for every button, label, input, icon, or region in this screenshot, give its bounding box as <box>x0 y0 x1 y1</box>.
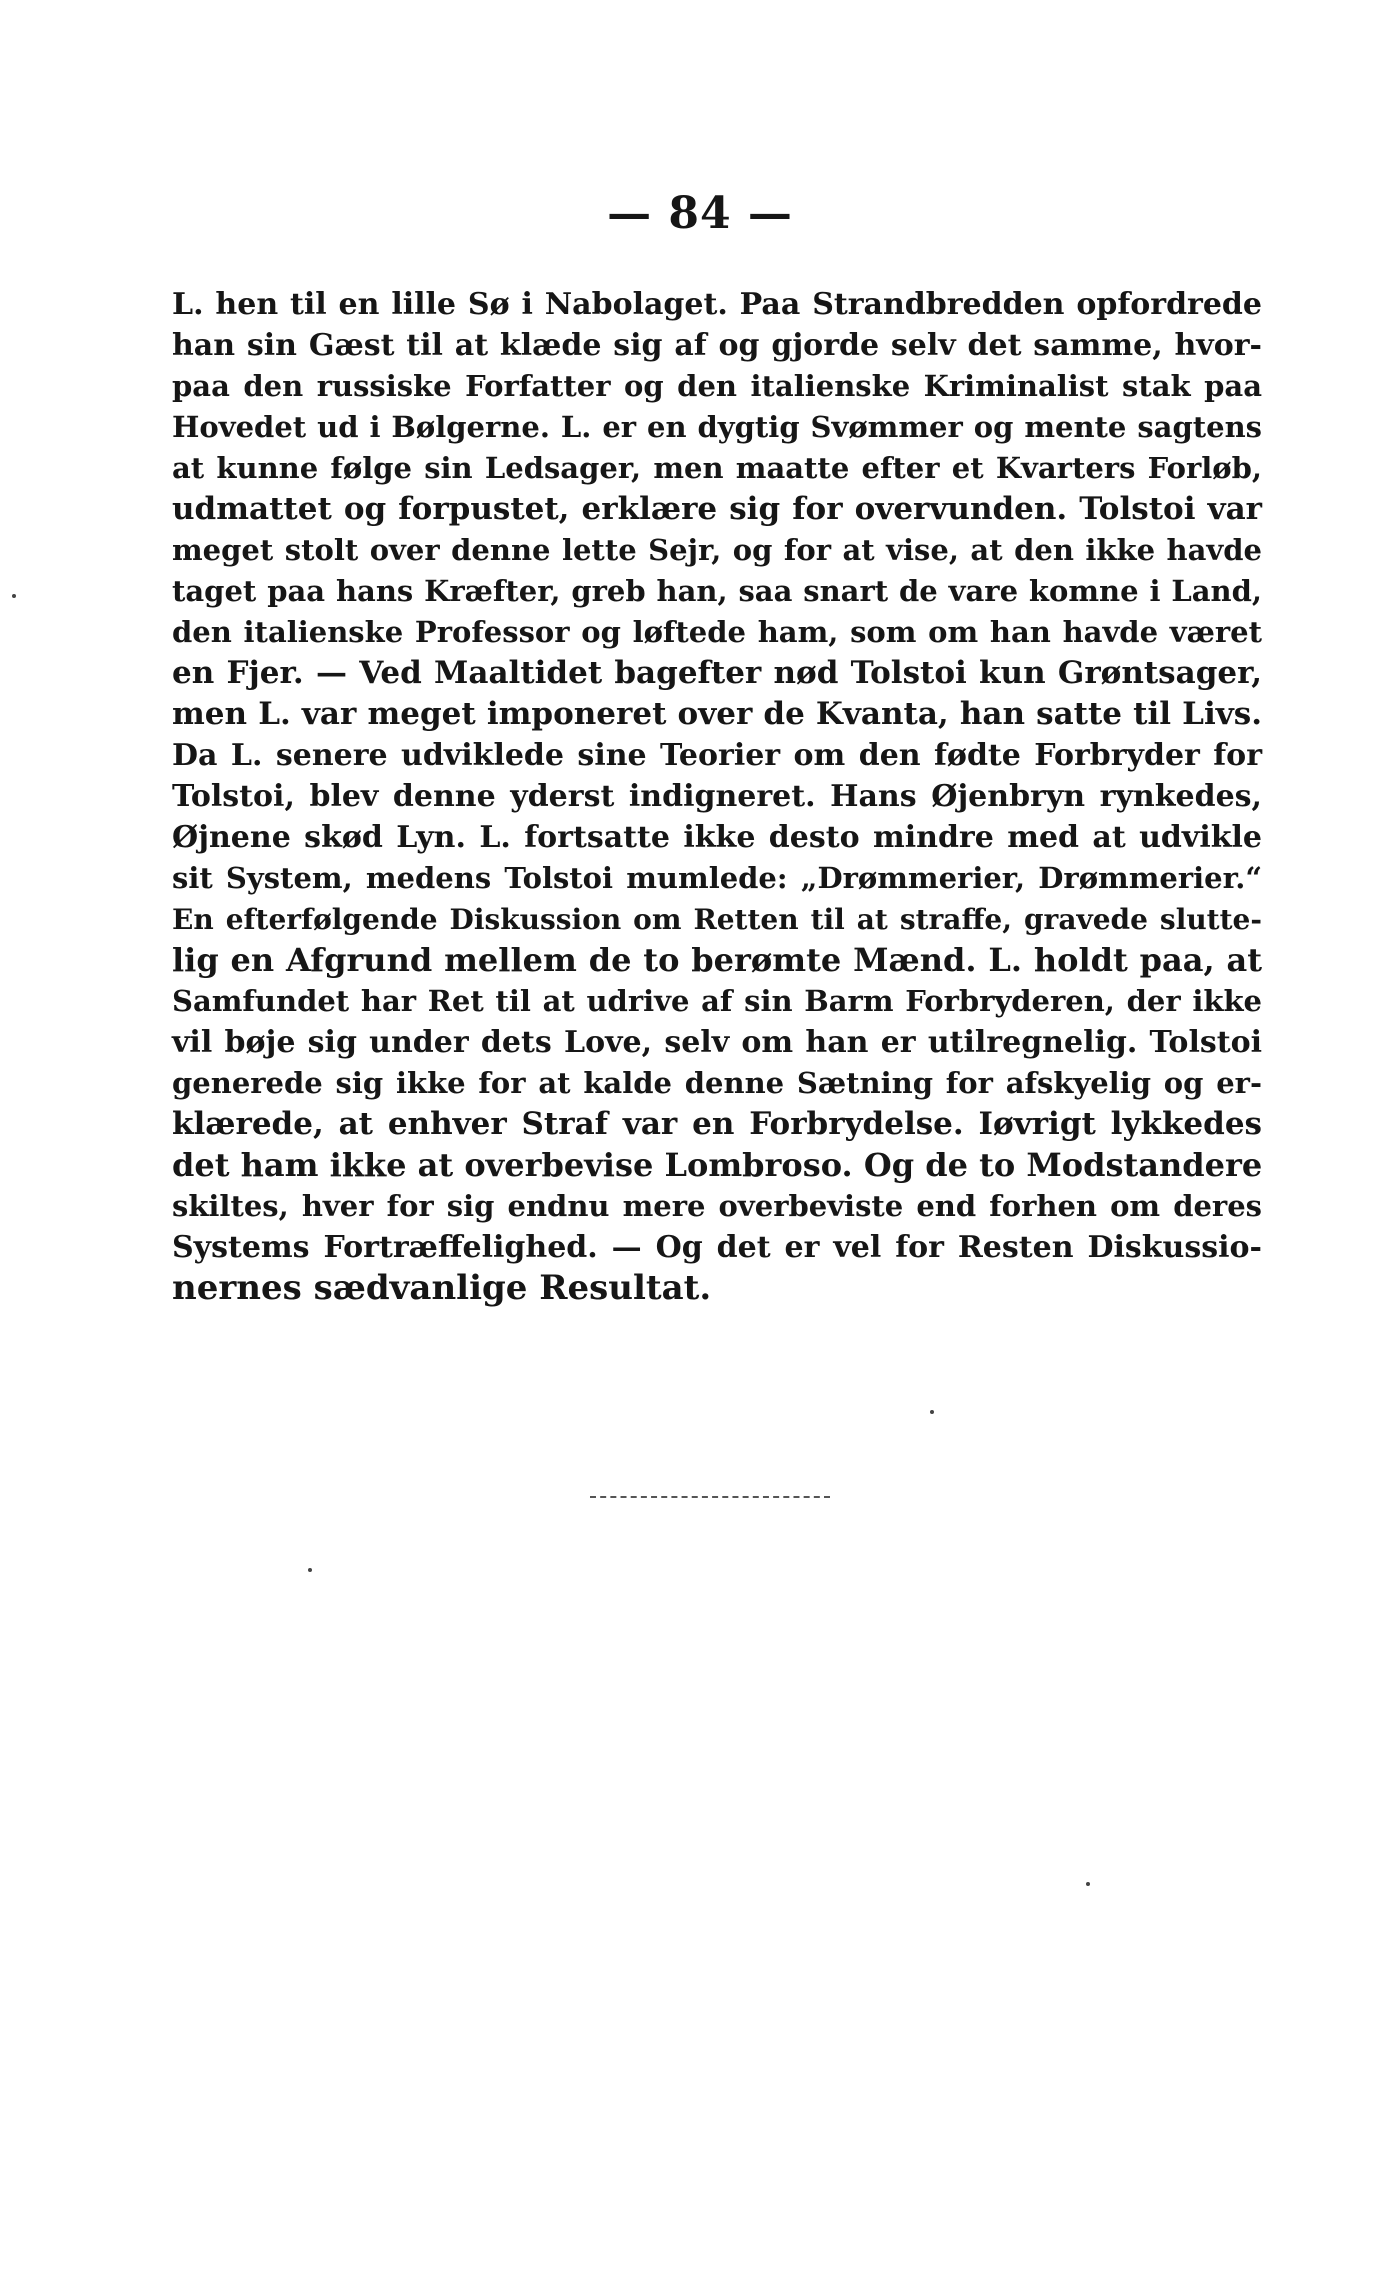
text-line: lig en Afgrund mellem de to berømte Mænd. L. holdt paa, at <box>172 941 1262 979</box>
text-line: Tolstoi, blev denne yderst indigneret. Hans Øjenbryn rynkedes, <box>172 779 1262 814</box>
print-speck <box>308 1568 312 1572</box>
end-rule <box>590 1496 830 1498</box>
text-line: den italienske Professor og løftede ham, som om han havde været <box>172 615 1262 649</box>
text-line: Da L. senere udviklede sine Teorier om den fødte Forbryder for <box>172 738 1262 773</box>
text-line: skiltes, hver for sig endnu mere overbeviste end forhen om deres <box>172 1189 1262 1223</box>
text-line: vil bøje sig under dets Love, selv om han er utilregnelig. Tolstoi <box>172 1025 1262 1060</box>
page-number: — 84 — <box>607 188 793 239</box>
print-speck <box>12 594 16 598</box>
text-line: Samfundet har Ret til at udrive af sin Barm Forbryderen, der ikke <box>172 984 1262 1018</box>
text-line: Systems Fortræffelighed. — Og det er vel for Resten Diskussio- <box>172 1230 1262 1265</box>
text-line: Øjnene skød Lyn. L. fortsatte ikke desto mindre med at udvikle <box>172 820 1262 855</box>
text-line: Hovedet ud i Bølgerne. L. er en dygtig Svømmer og mente sagtens <box>172 410 1262 444</box>
text-line: L. hen til en lille Sø i Nabolaget. Paa Strandbredden opfordrede <box>172 287 1262 322</box>
text-line: en Fjer. — Ved Maaltidet bagefter nød Tolstoi kun Grøntsager, <box>172 655 1262 691</box>
text-line: han sin Gæst til at klæde sig af og gjorde selv det samme, hvor- <box>172 328 1262 363</box>
text-line: klærede, at enhver Straf var en Forbrydelse. Iøvrigt lykkedes <box>172 1106 1262 1142</box>
text-line: En efterfølgende Diskussion om Retten til at straffe, gravede slutte- <box>172 903 1262 936</box>
text-line-last: nernes sædvanlige Resultat. <box>172 1268 712 1308</box>
text-line: at kunne følge sin Ledsager, men maatte efter et Kvarters Forløb, <box>172 451 1262 485</box>
text-line: meget stolt over denne lette Sejr, og for at vise, at den ikke havde <box>172 533 1262 567</box>
text-line: men L. var meget imponeret over de Kvanta, han satte til Livs. <box>172 696 1262 732</box>
text-line: udmattet og forpustet, erklære sig for overvunden. Tolstoi var <box>172 491 1262 527</box>
text-line: generede sig ikke for at kalde denne Sætning for afskyelig og er- <box>172 1066 1262 1100</box>
text-line: taget paa hans Kræfter, greb han, saa snart de vare komne i Land, <box>172 574 1262 608</box>
text-line: sit System, medens Tolstoi mumlede: „Drømmerier, Drømmerier.“ <box>172 861 1262 895</box>
text-line: paa den russiske Forfatter og den italienske Kriminalist stak paa <box>172 369 1262 403</box>
print-speck <box>1086 1882 1090 1886</box>
print-speck <box>930 1410 934 1414</box>
body-text <box>172 284 1262 1309</box>
text-line: det ham ikke at overbevise Lombroso. Og de to Modstandere <box>172 1146 1263 1184</box>
